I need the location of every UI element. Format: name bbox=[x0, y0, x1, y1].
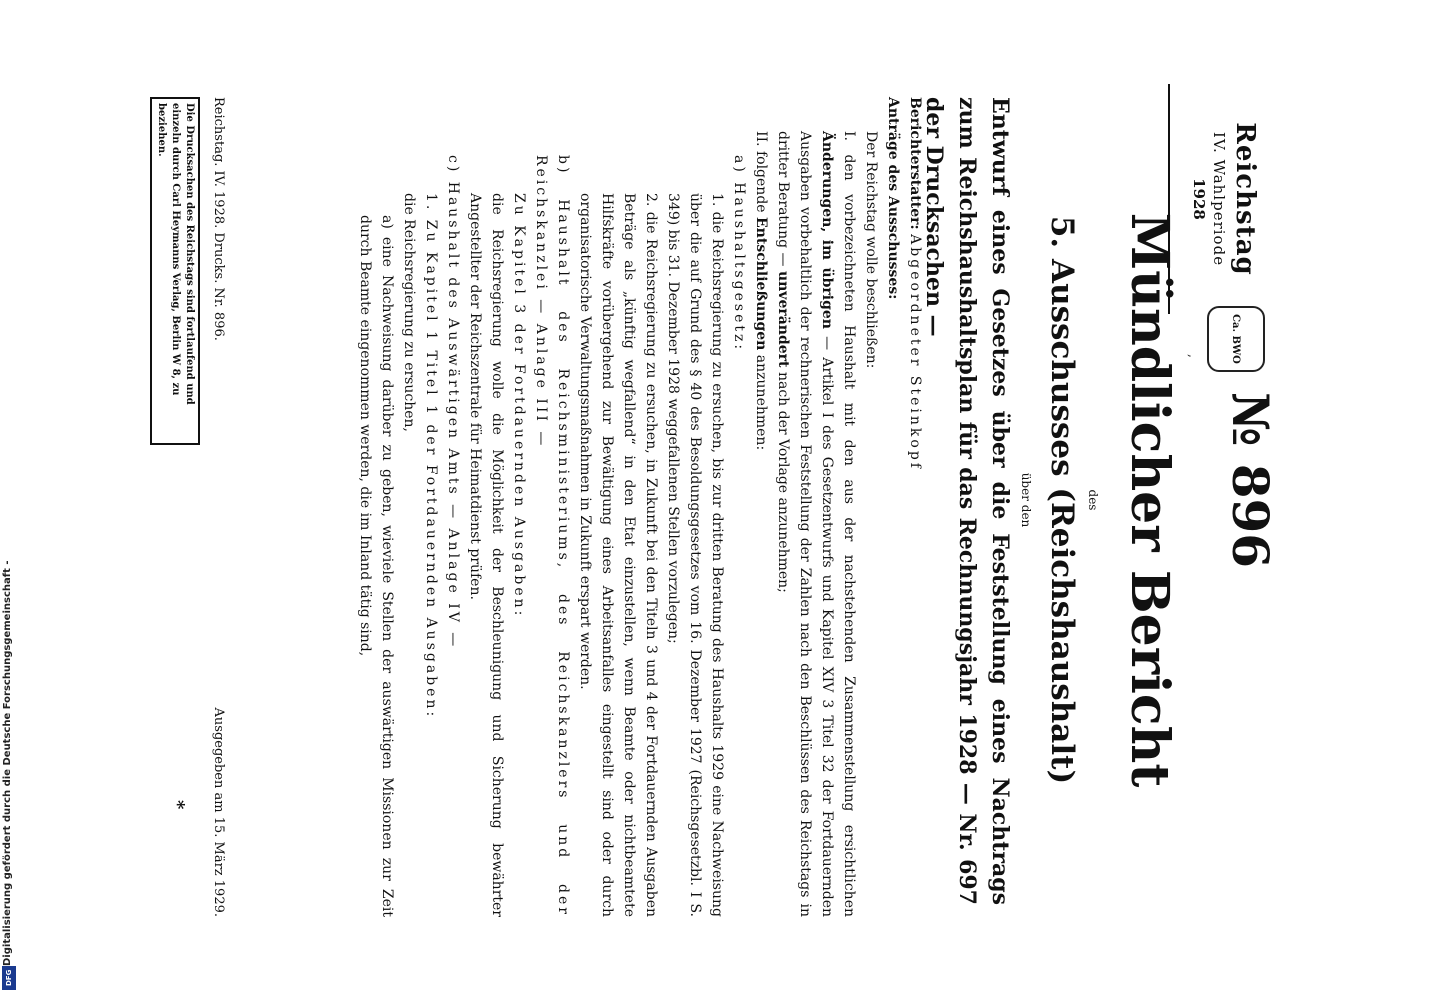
stray-mark: , bbox=[1186, 354, 1200, 358]
rotated-document-page bbox=[148, 0, 1288, 1000]
parliament-header bbox=[1190, 84, 1260, 314]
section-a-resolution-1: 1. die Reichsregierung zu ersuchen, bis zur dritten Beratung des Haushalts 1929 eine Nachweisung über die auf Grund des § 40 des Besoldungsgesetzes vom 16. Dezember 1927 (Reichsgesetzbl. I S. 349) bis 31. Dezember 1928 weggefallenen Stellen vorzulegen; bbox=[665, 193, 725, 917]
motion-1-text-mid: — Artikel I des Gesetzentwurfs und Kapitel XIV 3 Titel 32 der Fortdauernden Ausgaben vorbehaltlich der rechnerischen Feststellung der Zahlen nach den Beschlüssen des Reichstags in dritter Beratung — bbox=[775, 131, 835, 917]
motions-intro: Der Reichstag wolle beschließen: bbox=[863, 131, 879, 369]
motion-2-text-end: anzunehmen: bbox=[753, 350, 769, 451]
electoral-period: IV. Wahlperiode bbox=[1210, 131, 1228, 267]
session-year: 1928 bbox=[1190, 178, 1208, 220]
section-c-request: die Reichsregierung zu ersuchen, bbox=[401, 193, 417, 432]
motion-item-2 bbox=[750, 97, 772, 917]
motion-item-1 bbox=[772, 97, 860, 917]
preposition-line: über den bbox=[1019, 472, 1033, 528]
footer-print-reference: Reichstag. IV. 1928. Drucks. Nr. 896. bbox=[211, 97, 226, 341]
section-c-resolution-a: a) eine Nachweisung darüber zu geben, wieviele Stellen der auswärtigen Missionen zur Zeit durch Beamte eingenommen werden, die im Inland tätig sind, bbox=[357, 215, 395, 917]
rapporteur-line bbox=[904, 97, 926, 917]
section-c-heading: c) Haushalt des Auswärtigen Amts — Anlage IV — bbox=[445, 155, 461, 650]
archive-stamp bbox=[1207, 306, 1265, 372]
rapporteur-name: Abgeordneter Steinkopf bbox=[907, 234, 923, 471]
document-number: № 896 bbox=[1221, 391, 1280, 569]
dfg-logo: DFG bbox=[2, 966, 16, 990]
committee-name: 5. Ausschusses (Reichshaushalt) bbox=[1044, 215, 1080, 785]
stamp-text: Ca. BWO bbox=[1230, 314, 1242, 364]
asterisk-mark: * bbox=[167, 800, 188, 810]
section-a-heading: a) Haushaltsgesetz: bbox=[731, 155, 747, 353]
motion-2-emphasis: Entschließungen bbox=[753, 217, 769, 351]
motions-heading: Anträge des Ausschusses: bbox=[885, 97, 901, 300]
report-body bbox=[354, 97, 926, 917]
section-b-resolution: die Reichsregierung wolle die Möglichkeit der Beschleunigung und Sicherung bewährter Angestellter der Reichszentrale für Heimatdienst prüfen. bbox=[467, 193, 505, 917]
bill-subject: Entwurf eines Gesetzes über die Feststellung eines Nachtrags zum Reichshaushaltsplan für das Rechnungsjahr 1928 — Nr. 697 der Drucksachen — bbox=[921, 97, 1013, 905]
section-b-heading: b) Haushalt des Reichsministeriums, des Reichskanzlers und der Reichskanzlei — Anlage III — bbox=[533, 155, 571, 917]
motion-1-text-end: nach der Vorlage anzunehmen; bbox=[775, 367, 791, 593]
genitive-article: des bbox=[1086, 489, 1100, 511]
digitization-credit: Digitalisierung gefördert durch die Deutsche Forschungsgemeinschaft - bbox=[2, 560, 13, 966]
section-b-subheading: Zu Kapitel 3 der Fortdauernden Ausgaben: bbox=[511, 193, 527, 619]
report-title: Mündlicher Bericht bbox=[1119, 212, 1180, 788]
footer-issue-date: Ausgegeben am 15. März 1929. bbox=[211, 707, 226, 917]
institution-name: Reichstag bbox=[1230, 122, 1260, 276]
motion-1-emphasis-2: unverändert bbox=[775, 270, 791, 368]
motion-1-emphasis-1: Änderungen, im übrigen bbox=[819, 131, 835, 329]
publisher-notice: Die Drucksachen des Reichstags sind fortlaufend und einzeln durch Carl Heymanns Verlag, Berlin W 8, zu beziehen. bbox=[150, 97, 200, 445]
rapporteur-label: Berichterstatter: bbox=[907, 97, 923, 230]
motion-1-text-start: I. den vorbezeichneten Haushalt mit den aus der nachstehenden Zusammenstellung ersichtlichen bbox=[841, 131, 857, 917]
motion-2-text-start: II. folgende bbox=[753, 131, 769, 218]
section-c-subheading: 1. Zu Kapitel 1 Titel 1 der Fortdauernden Ausgaben: bbox=[423, 193, 439, 720]
section-a-resolution-2: 2. die Reichsregierung zu ersuchen, in Zukunft bei den Titeln 3 und 4 der Fortdauernden Ausgaben Beträge als „künftig wegfallend“ in den Etat einzustellen, wenn Beamte oder nichtbeamtete Hilfskräfte vorübergehend zur Bewältigung eines Arbeitsanfalles eingestellt sind oder durch organisatorische Verwaltungsmaßnahmen in Zukunft erspart werden. bbox=[577, 193, 659, 917]
print-footer bbox=[211, 97, 226, 917]
